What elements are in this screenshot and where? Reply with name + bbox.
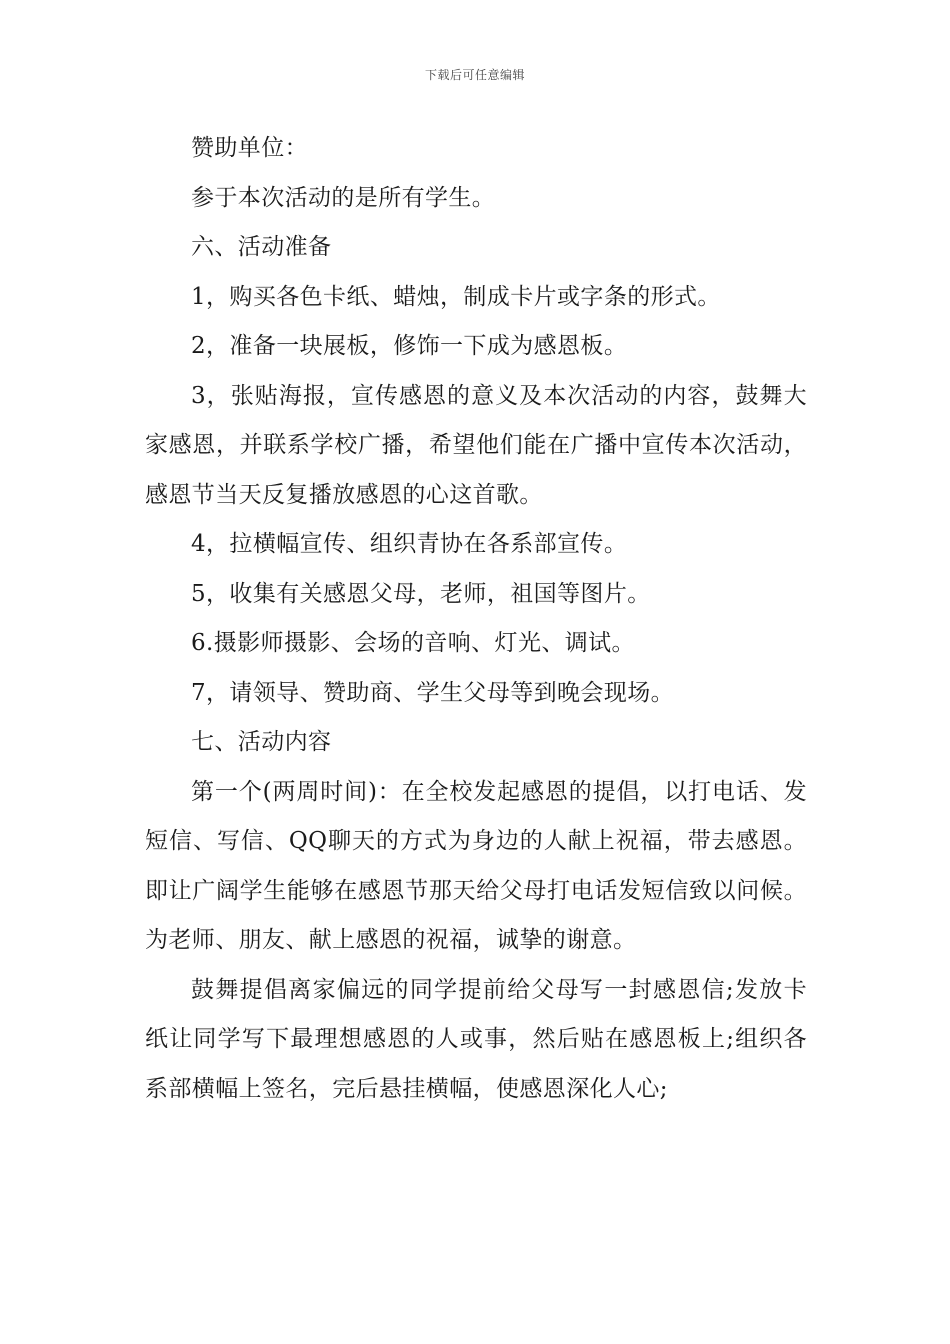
list-item-prep-1: 1，购买各色卡纸、蜡烛，制成卡片或字条的形式。 (191, 283, 721, 310)
list-item-prep-5: 5，收集有关感恩父母，老师，祖国等图片。 (191, 580, 651, 607)
paragraph-content-encourage: 鼓舞提倡离家偏远的同学提前给父母写一封感恩信;发放卡纸让同学写下最理想感恩的人或事，然后贴在感恩板上;组织各系部横幅上签名，完后悬挂横幅，使感恩深化人心; (145, 976, 807, 1102)
section-heading-preparation: 六、活动准备 (191, 234, 332, 260)
document-body (145, 124, 807, 1114)
list-item-prep-4: 4，拉横幅宣传、组织青协在各系部宣传。 (191, 531, 628, 557)
page-header: 下载后可任意编辑 (424, 68, 525, 82)
section-heading-content: 七、活动内容 (191, 729, 332, 755)
paragraph-content-first: 第一个(两周时间)：在全校发起感恩的提倡，以打电话、发短信、写信、QQ聊天的方式为身边的人献上祝福，带去感恩。即让广阔学生能够在感恩节那天给父母打电话发短信致以问候。为老师、朋友、献上感恩的祝福，诚挚的谢意。 (145, 778, 807, 953)
paragraph-participants: 参于本次活动的是所有学生。 (191, 184, 496, 211)
list-item-prep-6: 6.摄影师摄影、会场的音响、灯光、调试。 (191, 630, 635, 656)
list-item-prep-7: 7，请领导、赞助商、学生父母等到晚会现场。 (191, 679, 675, 706)
list-item-prep-2: 2，准备一块展板，修饰一下成为感恩板。 (191, 333, 628, 359)
paragraph-sponsor: 赞助单位： (191, 135, 308, 161)
list-item-prep-3: 3，张贴海报，宣传感恩的意义及本次活动的内容，鼓舞大家感恩，并联系学校广播，希望他们能在广播中宣传本次活动，感恩节当天反复播放感恩的心这首歌。 (145, 382, 807, 508)
